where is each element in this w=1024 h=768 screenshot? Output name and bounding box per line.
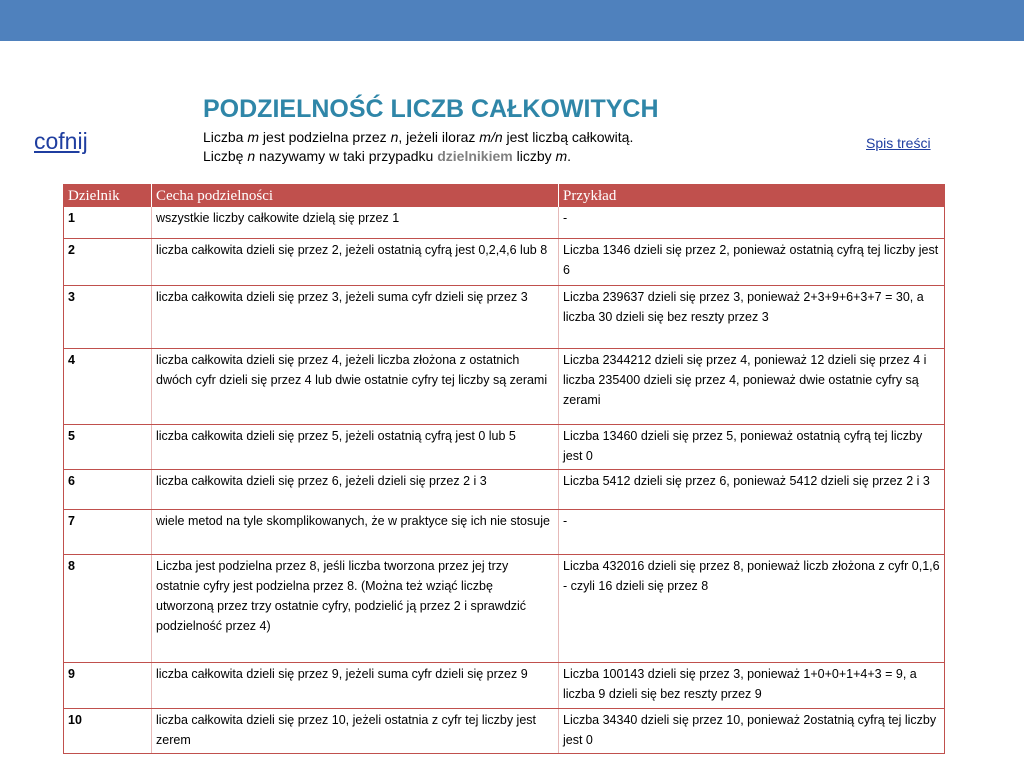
definition-line-1 [203,129,633,145]
text: . [567,148,572,164]
divisor-cell: 1 [64,207,152,238]
example-cell: Liczba 1346 dzieli się przez 2, ponieważ ostatnią cyfrą tej liczby jest 6 [559,238,945,285]
example-cell: Liczba 432016 dzieli się przez 8, ponieważ liczb złożona z cyfr 0,1,6 - czyli 16 dzieli się przez 8 [559,554,945,662]
example-cell: Liczba 5412 dzieli się przez 6, ponieważ 5412 dzieli się przez 2 i 3 [559,469,945,509]
rule-cell: wszystkie liczby całkowite dzielą się przez 1 [152,207,559,238]
var-n: n [390,129,399,145]
text: Liczba [203,129,248,145]
page-title: PODZIELNOŚĆ LICZB CAŁKOWITYCH [203,95,659,123]
divisibility-table [63,184,945,754]
header-example: Przykład [559,185,945,208]
table-row [64,509,945,554]
rule-cell: liczba całkowita dzieli się przez 10, jeżeli ostatnia z cyfr tej liczby jest zerem [152,708,559,753]
table-row [64,285,945,348]
definition-line-2 [203,148,571,164]
example-cell: - [559,207,945,238]
divisor-cell: 7 [64,509,152,554]
text: nazywamy w taki przypadku [255,148,438,164]
header-divisor: Dzielnik [64,185,152,208]
table-row [64,238,945,285]
table-of-contents-link[interactable]: Spis treści [866,135,931,151]
example-cell: Liczba 2344212 dzieli się przez 4, ponieważ 12 dzieli się przez 4 i liczba 235400 dzieli się przez 4, ponieważ dwie ostatnie cyfry są zerami [559,348,945,424]
example-cell: Liczba 239637 dzieli się przez 3, ponieważ 2+3+9+6+3+7 = 30, a liczba 30 dzieli się bez reszty przez 3 [559,285,945,348]
divisor-cell: 2 [64,238,152,285]
var-mn: m/n [479,129,503,145]
rule-cell: wiele metod na tyle skomplikowanych, że w praktyce się ich nie stosuje [152,509,559,554]
highlight-term: dzielnikiem [437,148,513,164]
divisor-cell: 4 [64,348,152,424]
rule-cell: Liczba jest podzielna przez 8, jeśli liczba tworzona przez jej trzy ostatnie cyfry jest podzielna przez 8. (Można też wziąć liczbę utworzoną przez trzy ostatnie cyfry, podzielić ją przez 2 i sprawdzić podzielność przez 4) [152,554,559,662]
divisor-cell: 3 [64,285,152,348]
text: jest liczbą całkowitą. [502,129,634,145]
top-banner [0,0,1024,41]
example-cell: Liczba 13460 dzieli się przez 5, ponieważ ostatnią cyfrą tej liczby jest 0 [559,424,945,469]
table-header-row [64,185,945,208]
table-row [64,207,945,238]
table-row [64,424,945,469]
rule-cell: liczba całkowita dzieli się przez 9, jeżeli suma cyfr dzieli się przez 9 [152,662,559,708]
divisor-cell: 6 [64,469,152,509]
table-row [64,554,945,662]
table-row [64,469,945,509]
table-row [64,348,945,424]
rule-cell: liczba całkowita dzieli się przez 2, jeżeli ostatnią cyfrą jest 0,2,4,6 lub 8 [152,238,559,285]
rule-cell: liczba całkowita dzieli się przez 6, jeżeli dzieli się przez 2 i 3 [152,469,559,509]
var-n: n [247,148,256,164]
text: , jeżeli iloraz [398,129,480,145]
divisor-cell: 5 [64,424,152,469]
text: liczby [512,148,556,164]
divisor-cell: 8 [64,554,152,662]
back-link[interactable]: cofnij [34,128,88,154]
var-m: m [247,129,260,145]
table-row [64,662,945,708]
var-m: m [555,148,568,164]
divisor-cell: 10 [64,708,152,753]
text: Liczbę [203,148,248,164]
rule-cell: liczba całkowita dzieli się przez 3, jeżeli suma cyfr dzieli się przez 3 [152,285,559,348]
example-cell: - [559,509,945,554]
text: jest podzielna przez [259,129,391,145]
header-rule: Cecha podzielności [152,185,559,208]
divisor-cell: 9 [64,662,152,708]
rule-cell: liczba całkowita dzieli się przez 4, jeżeli liczba złożona z ostatnich dwóch cyfr dzieli się przez 4 lub dwie ostatnie cyfry tej liczby są zerami [152,348,559,424]
example-cell: Liczba 34340 dzieli się przez 10, ponieważ 2ostatnią cyfrą tej liczby jest 0 [559,708,945,753]
table-row [64,708,945,753]
example-cell: Liczba 100143 dzieli się przez 3, ponieważ 1+0+0+1+4+3 = 9, a liczba 9 dzieli się bez reszty przez 9 [559,662,945,708]
rule-cell: liczba całkowita dzieli się przez 5, jeżeli ostatnią cyfrą jest 0 lub 5 [152,424,559,469]
